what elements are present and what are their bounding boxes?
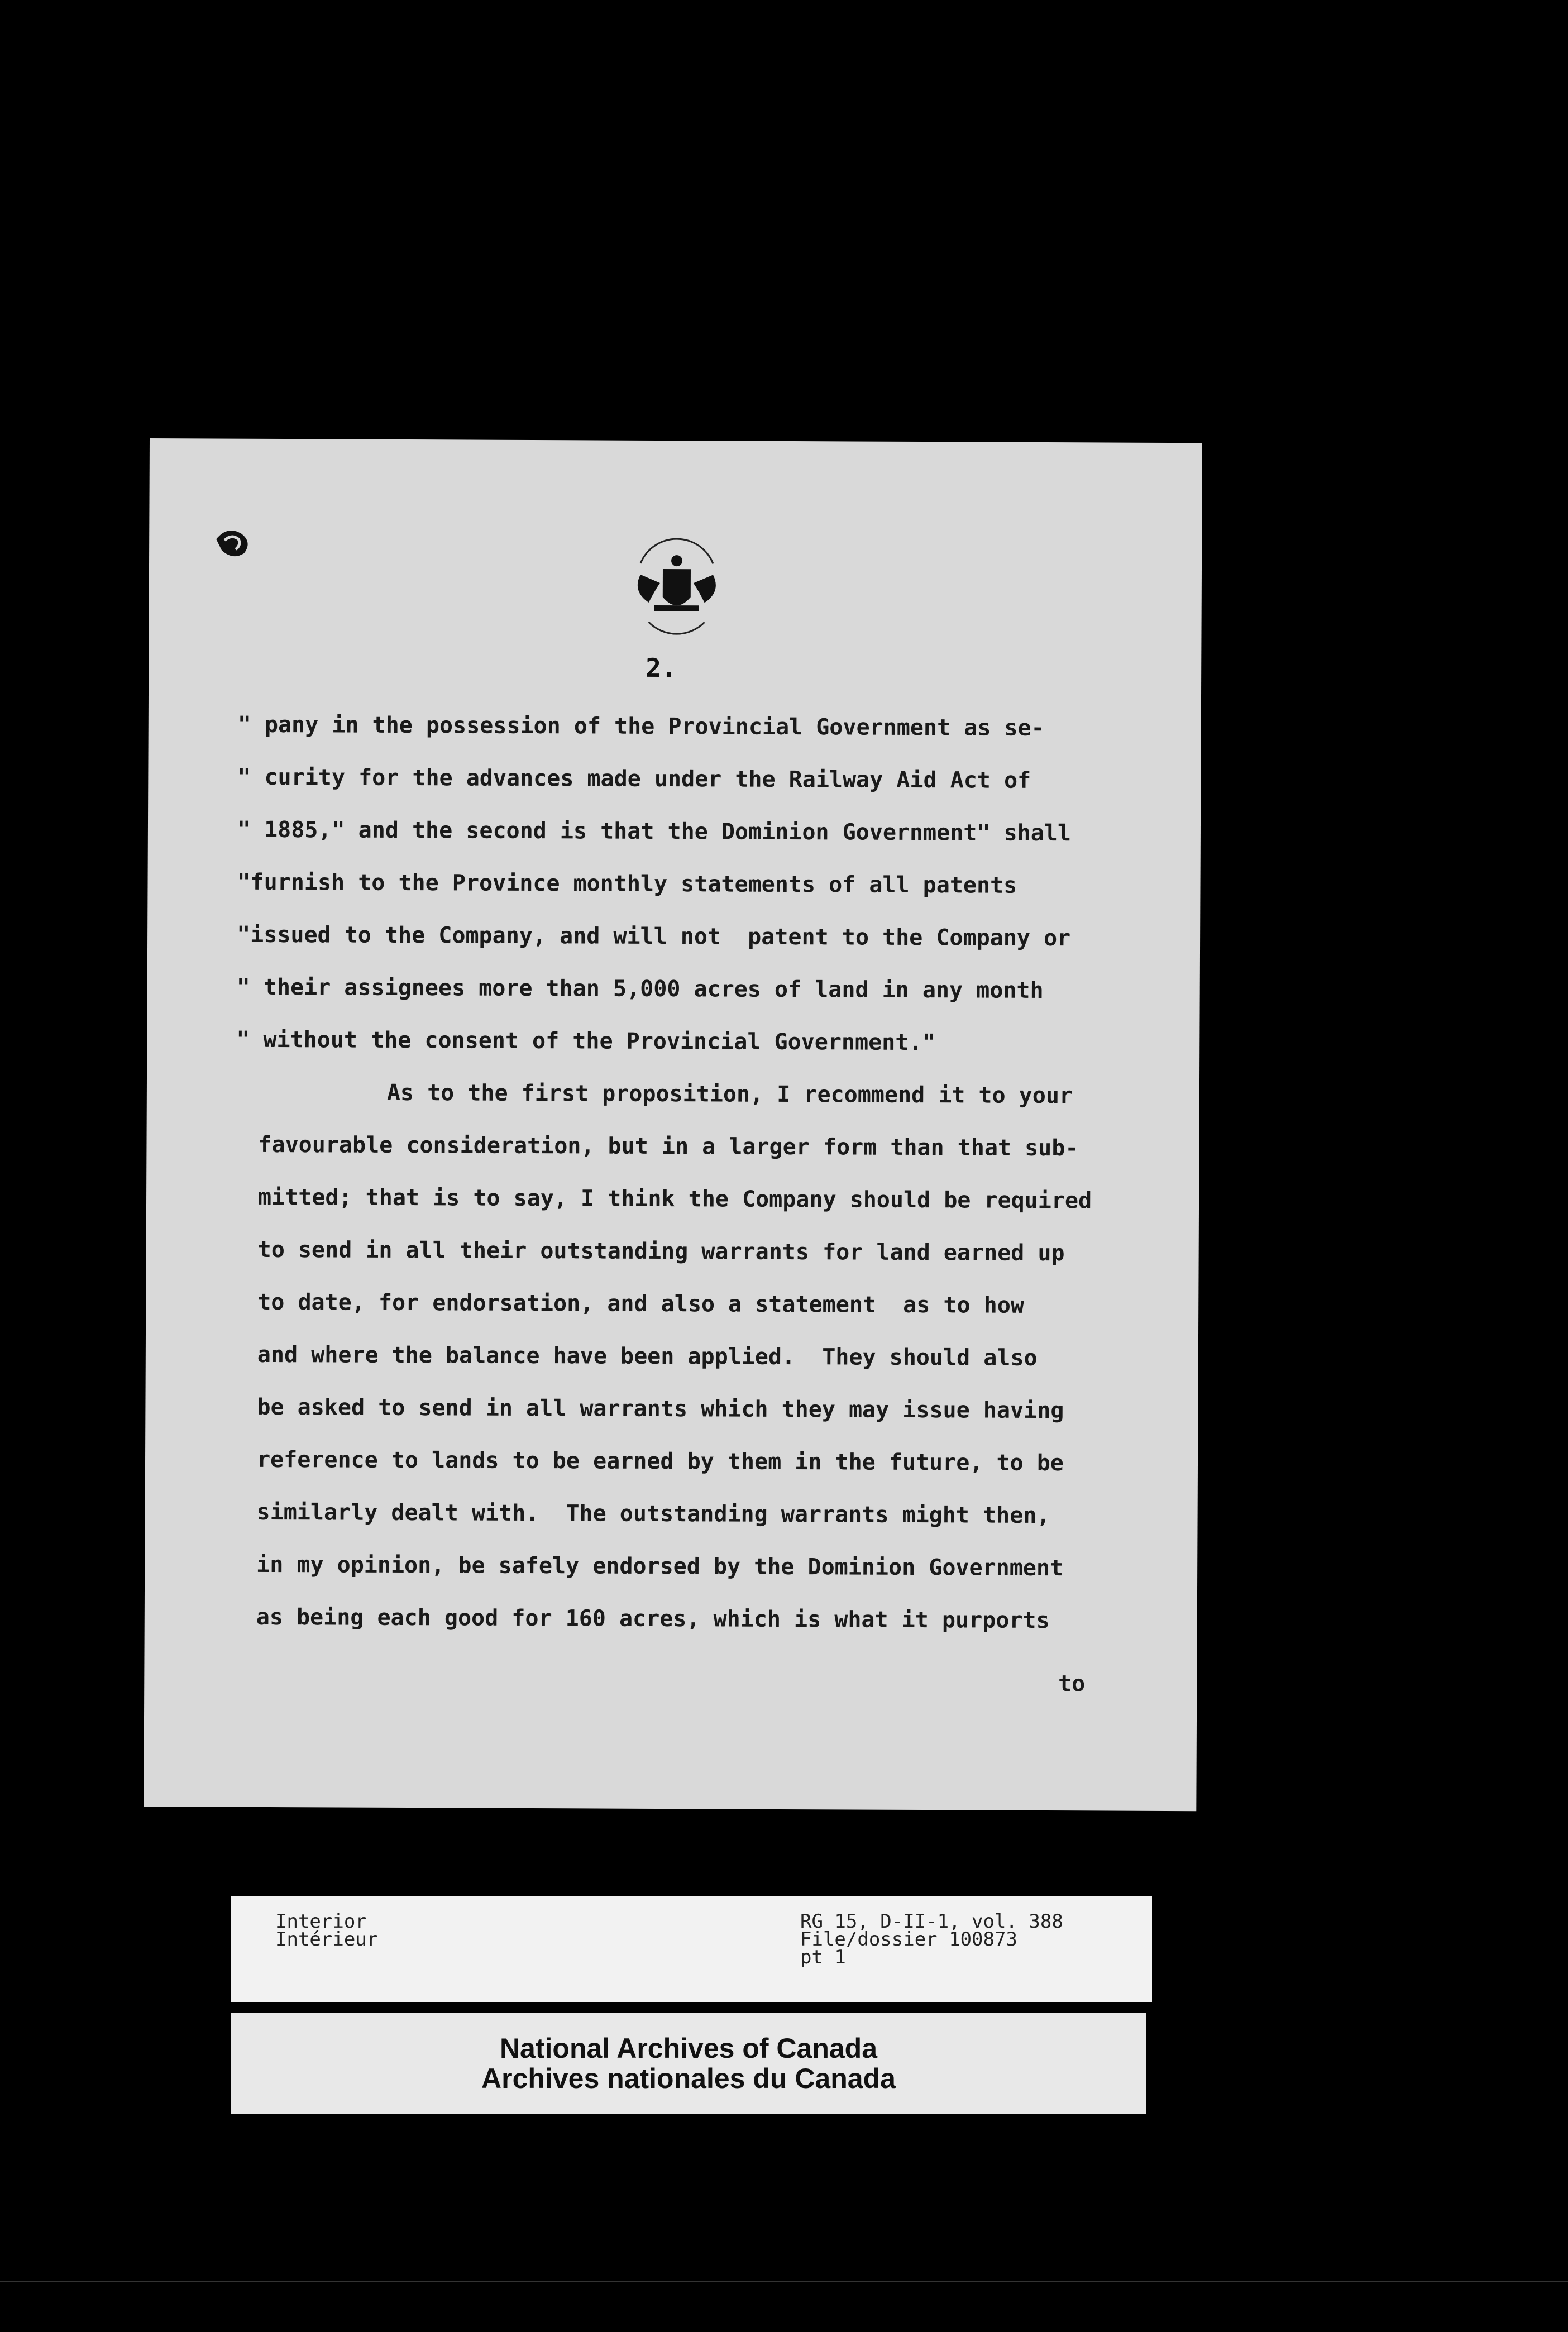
- archive-name-en: National Archives of Canada: [499, 2033, 878, 2064]
- department-seal-icon: [623, 530, 730, 637]
- text-line: be asked to send in all warrants which they may issue having: [257, 1394, 1064, 1424]
- text-line: in my opinion, be safely endorsed by the Dominion Government: [256, 1551, 1064, 1581]
- text-line: favourable consideration, but in a larger form than that sub-: [258, 1131, 1079, 1162]
- text-line: and where the balance have been applied. They should also: [257, 1341, 1038, 1371]
- reference-label: [800, 1910, 1063, 1968]
- text-line: mitted; that is to say, I think the Company should be required: [257, 1184, 1092, 1214]
- text-line: to send in all their outstanding warrants for land earned up: [257, 1236, 1065, 1267]
- text-line: " without the consent of the Provincial Government.": [236, 1026, 936, 1056]
- archive-name-fr: Archives nationales du Canada: [481, 2063, 896, 2094]
- text-line: reference to lands to be earned by them in the future, to be: [256, 1446, 1064, 1476]
- text-line: to date, for endorsation, and also a statement as to how: [257, 1289, 1025, 1318]
- text-line: " 1885," and the second is that the Dominion Government" shall: [237, 816, 1072, 847]
- text-line: " curity for the advances made under the Railway Aid Act of: [237, 764, 1031, 794]
- text-line: similarly dealt with. The outstanding warrants might then,: [256, 1499, 1050, 1529]
- text-line: as being each good for 160 acres, which is what it purports: [256, 1604, 1050, 1634]
- reference-part: pt 1: [800, 1946, 846, 1968]
- department-en: Interior: [275, 1910, 367, 1933]
- text-line: As to the first proposition, I recommend it to your: [386, 1079, 1073, 1109]
- text-line: " pany in the possession of the Provincial Government as se-: [237, 711, 1045, 741]
- letter-body: [234, 699, 1120, 1647]
- text-line: "issued to the Company, and will not patent to the Company or: [237, 921, 1071, 952]
- paper-clip-mark: [211, 522, 255, 561]
- archive-banner: [231, 2013, 1146, 2114]
- film-edge-divider: [0, 2281, 1568, 2282]
- reference-group: RG 15, D-II-1, vol. 388: [800, 1910, 1063, 1933]
- archive-reference-label: [231, 1896, 1152, 2002]
- catchword: to: [1058, 1671, 1086, 1697]
- reference-file: File/dossier 100873: [800, 1928, 1017, 1951]
- text-line: "furnish to the Province monthly statements of all patents: [237, 869, 1017, 899]
- text-line: " their assignees more than 5,000 acres of land in any month: [236, 974, 1044, 1003]
- document-page: [144, 438, 1202, 1811]
- department-label: [275, 1910, 379, 1951]
- page-number: 2.: [646, 652, 677, 684]
- department-fr: Intérieur: [275, 1928, 379, 1951]
